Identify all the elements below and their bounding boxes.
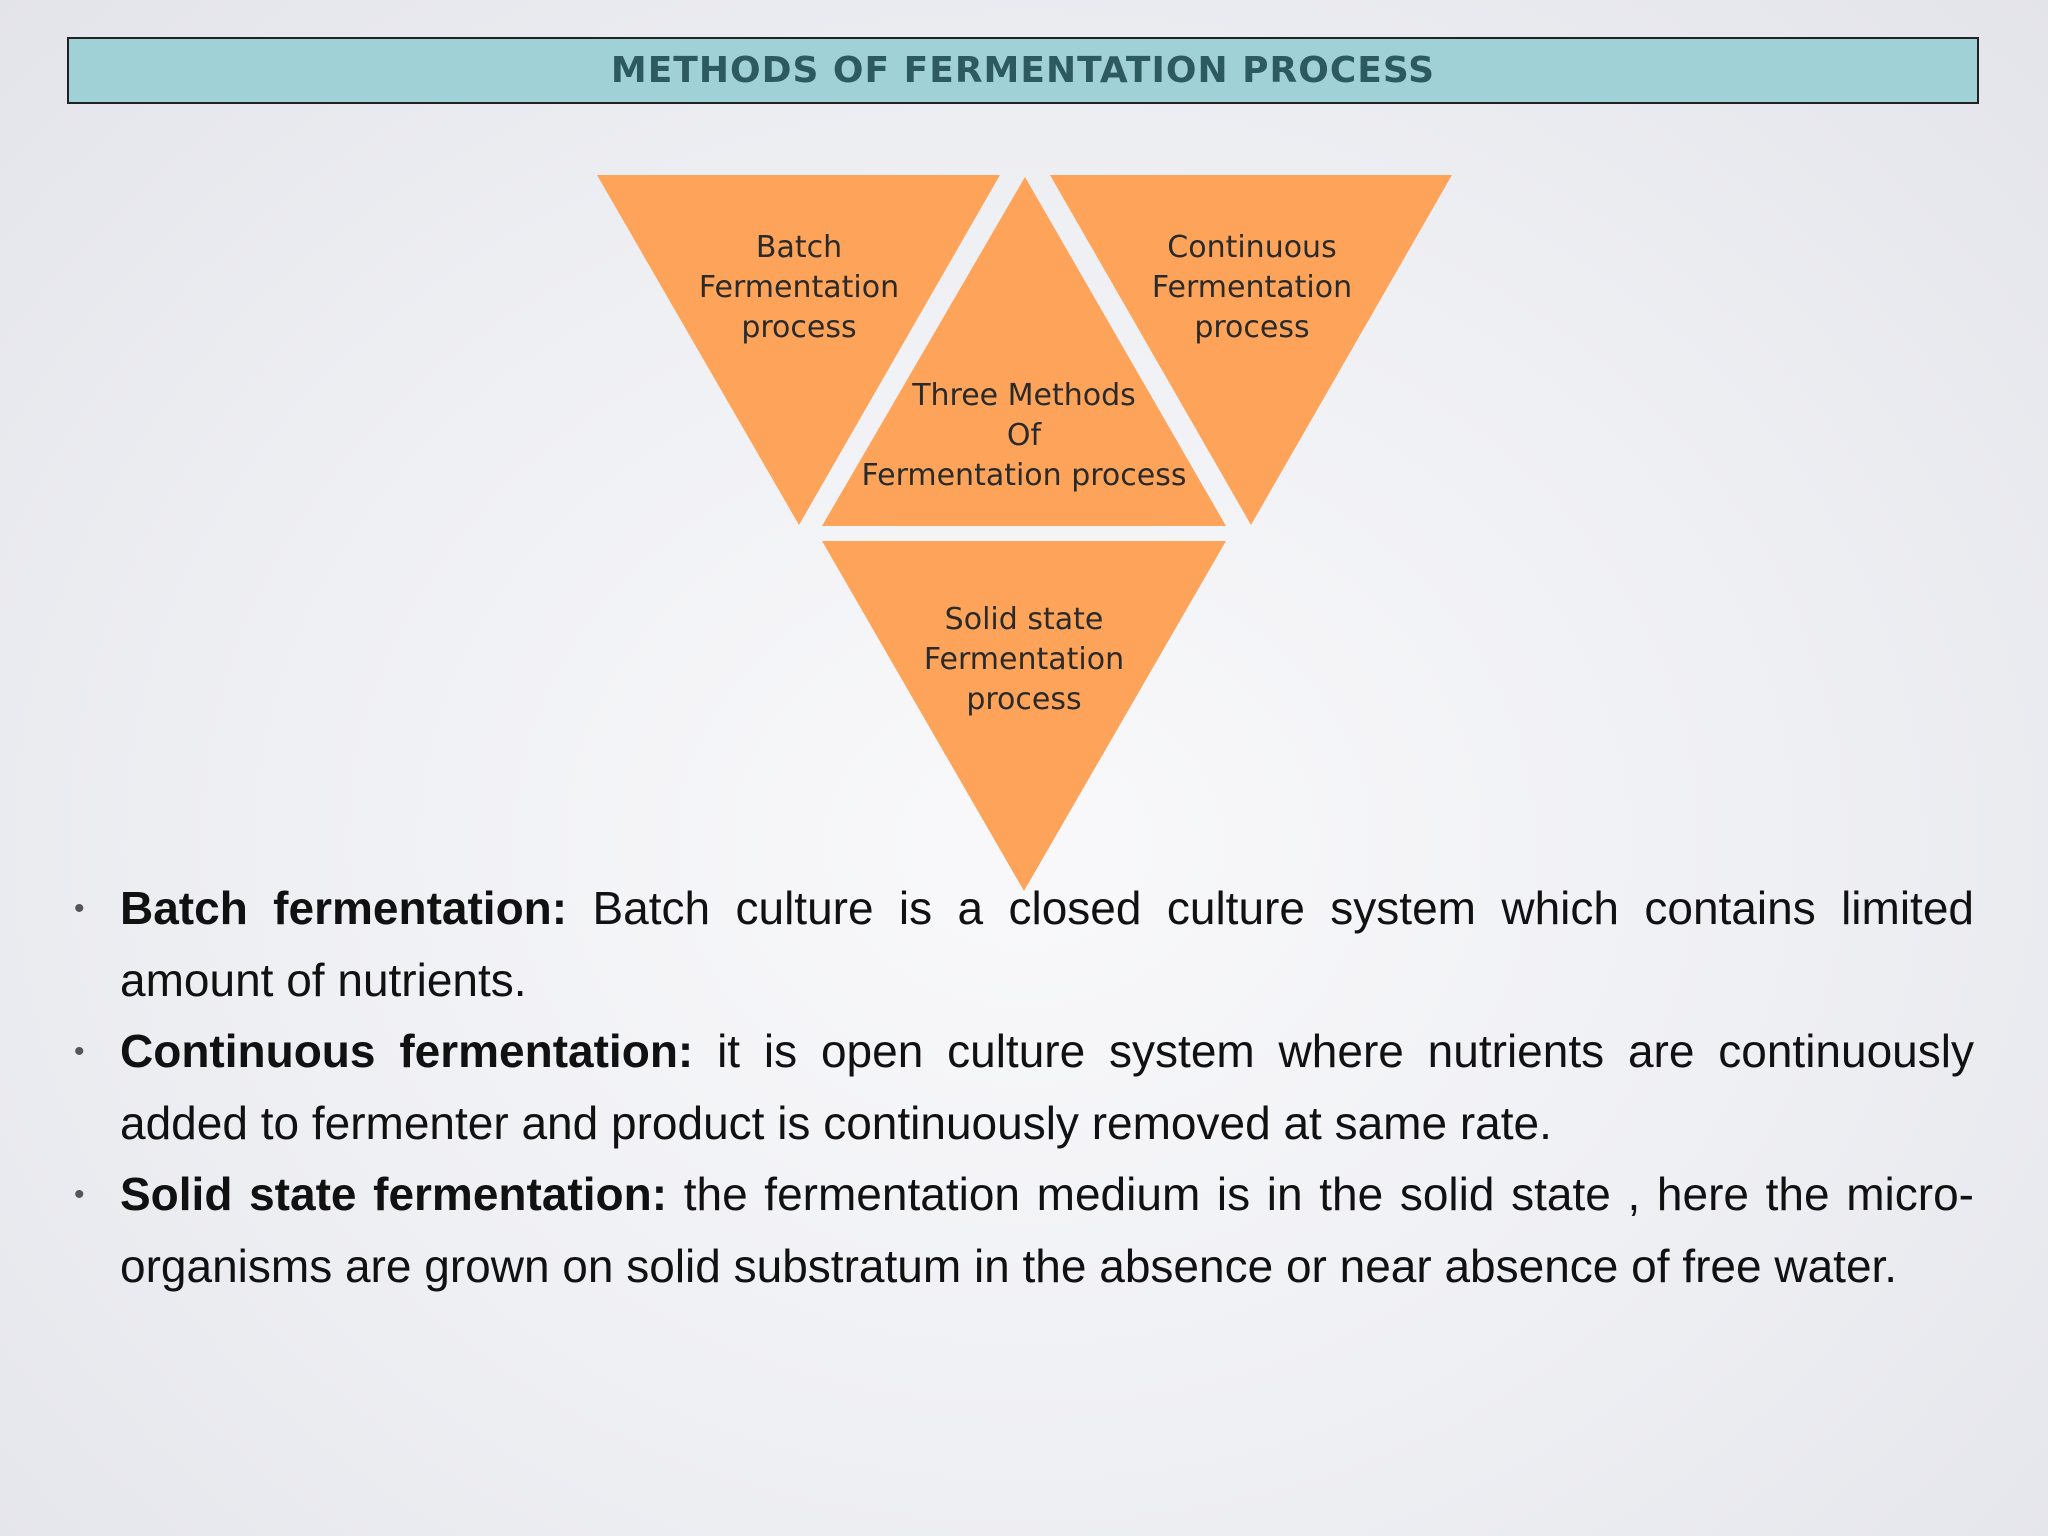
list-item-solid-state <box>72 1159 1974 1302</box>
label-batch <box>699 228 899 348</box>
term-batch: Batch fermentation: <box>120 882 568 934</box>
label-solid-line-2: Fermentation <box>923 642 1125 677</box>
bullet-icon: • <box>74 1178 85 1211</box>
definition-solid-state: the fermentation medium is in the solid state , here the micro-organisms are grown on solid substratum in the absence or near absence of free water. <box>120 1168 1974 1292</box>
label-batch-line-2: Fermentation <box>698 270 900 305</box>
label-solid-state <box>924 600 1124 720</box>
label-center-line-2: Of <box>1006 418 1042 453</box>
label-continuous-line-1: Continuous <box>1167 230 1337 265</box>
term-continuous: Continuous fermentation: <box>120 1025 694 1077</box>
label-center-line-1: Three Methods <box>912 378 1136 413</box>
label-continuous <box>1152 228 1352 348</box>
definition-batch: Batch culture is a closed culture system which contains limited amount of nutrients. <box>120 882 1974 1006</box>
bullet-icon: • <box>74 892 85 925</box>
label-center <box>861 376 1186 496</box>
label-batch-line-3: process <box>741 310 857 345</box>
label-solid-line-3: process <box>966 682 1082 717</box>
label-solid-line-1: Solid state <box>944 602 1104 637</box>
slide-title: METHODS OF FERMENTATION PROCESS <box>610 50 1436 91</box>
bullet-icon: • <box>74 1035 85 1068</box>
term-solid-state: Solid state fermentation: <box>120 1168 668 1220</box>
label-continuous-line-3: process <box>1194 310 1310 345</box>
definitions-list <box>72 873 1974 1302</box>
list-item-batch <box>72 873 1974 1016</box>
list-item-continuous <box>72 1016 1974 1159</box>
label-center-line-3: Fermentation process <box>861 458 1187 493</box>
label-batch-line-1: Batch <box>755 230 843 265</box>
label-continuous-line-2: Fermentation <box>1151 270 1353 305</box>
definition-continuous: it is open culture system where nutrients are continuously added to fermenter and product is continuously removed at same rate. <box>120 1025 1974 1149</box>
